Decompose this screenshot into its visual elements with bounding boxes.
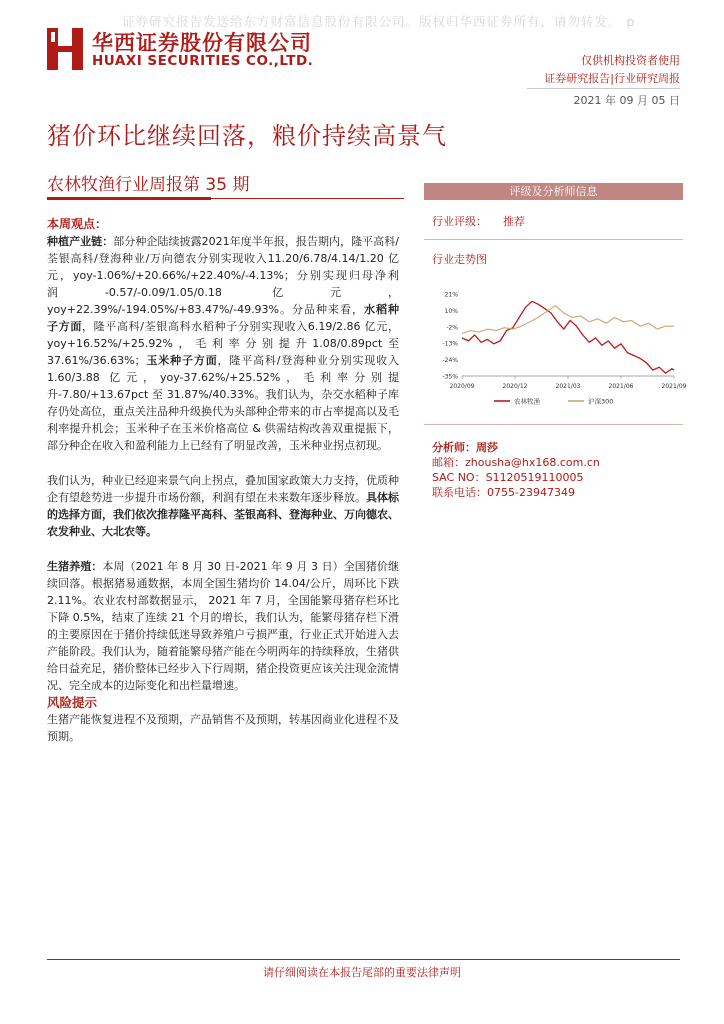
x-tick-label: 2021/09 — [661, 383, 687, 390]
x-tick-label: 2020/12 — [502, 383, 528, 390]
subtitle-rule-thin — [211, 198, 404, 199]
weekly-view-heading: 本周观点： — [47, 217, 108, 231]
legend-label: 沪深300 — [588, 397, 614, 406]
main-content — [47, 216, 399, 745]
company-name-en: HUAXI SECURITIES CO.,LTD. — [92, 53, 314, 69]
x-tick-label: 2020/09 — [449, 383, 475, 390]
report-type: 证券研究报告|行业研究周报 — [544, 72, 680, 85]
analyst-name: 分析师：周莎 — [432, 441, 498, 454]
industry-trend-chart — [424, 280, 687, 420]
rating-sidebar — [424, 183, 683, 267]
y-tick-label: 21% — [444, 291, 458, 299]
y-tick-label: -2% — [446, 324, 458, 332]
industry-rating — [432, 213, 683, 229]
analyst-email: 邮箱：zhousha@hx168.com.cn — [432, 456, 600, 469]
planting-text-e: ，隆平高科/登海种业分别实现收入 1.60/3.88 亿元，yoy-37.62%/+25.52%，毛利率分别提升-7.80/+13.67pct 至 31.87%/40.33%。我们认为，杂交水稻种子库存仍处高位，重点关注品种升级换代为头部种企带来的市占率提高以及毛利率提升机会；玉米种子在玉米价格高位 & 供需结构改善双重提振下，部分种企在收入和盈利能力上已经有了明显改善，玉米种业拐点初现。 — [47, 354, 399, 452]
hog-paragraph — [47, 558, 399, 694]
sidebar-divider — [424, 239, 683, 240]
x-tick-label: 2021/06 — [608, 383, 634, 390]
audience-note: 仅供机构投资者使用 — [581, 54, 680, 67]
sidebar-header: 评级及分析师信息 — [424, 183, 683, 200]
rating-label: 行业评级： — [432, 215, 487, 228]
y-tick-label: -35% — [442, 373, 458, 381]
y-tick-label: -24% — [442, 357, 458, 365]
header-divider — [527, 88, 680, 89]
analyst-sac: SAC NO：S1120519110005 — [432, 471, 584, 484]
report-date: 2021 年 09 月 05 日 — [573, 94, 680, 107]
report-title: 猪价环比继续回落，粮价持续高景气 — [47, 122, 447, 150]
trend-chart-title: 行业走势图 — [432, 253, 487, 266]
series-line-agri — [462, 301, 674, 373]
planting-label: 种植产业链： — [47, 235, 114, 248]
series-line-hs300 — [462, 306, 674, 334]
subtitle-rule — [47, 197, 211, 200]
y-tick-label: 10% — [444, 307, 458, 315]
risk-text: 生猪产能恢复进程不及预期，产品销售不及预期，转基因商业化进程不及预期。 — [47, 713, 399, 743]
footer-disclaimer: 请仔细阅读在本报告尾部的重要法律声明 — [263, 966, 461, 979]
rice-seed-label: 水稻种子方面 — [47, 303, 399, 333]
sidebar-divider-2 — [424, 424, 683, 425]
hog-text: 本周（2021 年 8 月 30 日-2021 年 9 月 3 日）全国猪价继续回落。根据猪易通数据，本周全国生猪均价 14.04/公斤，周环比下跌 2.11%。农业农村部数据显示， 2021 年 7 月，全国能繁母猪存栏环比下降 0.5%，结束了连续 21 个月的增长，我们认为，能繁母猪存栏下滑的主要原因在于猪价持续低迷导致养殖户亏损严重，行业正式开始进入去产能阶段。我们认为，随着能繁母猪产能在今明两年的持续释放，生猪供给日益充足，猪价整体已经步入下行周期，猪企投资更应该关注现金流情况、完全成本的边际变化和出栏量增速。 — [47, 560, 399, 692]
analyst-info — [432, 440, 600, 500]
y-tick-label: -13% — [442, 340, 458, 348]
seed-outlook-text: 我们认为，种业已经迎来景气向上拐点，叠加国家政策大力支持，优质种企有望趁势进一步提升市场份额，利润有望在未来数年逐步释放。 — [47, 474, 399, 504]
report-subtitle: 农林牧渔行业周报第 35 期 — [47, 175, 250, 195]
watermark: 证券研究报告发送给东方财富信息股份有限公司。版权归华西证券所有，请勿转发。 p — [122, 14, 636, 29]
corn-seed-label: 玉米种子方面 — [145, 354, 218, 367]
x-tick-label: 2021/03 — [555, 383, 581, 390]
legend-label: 农林牧渔 — [514, 397, 540, 406]
footer-divider — [47, 959, 680, 960]
company-logo-icon — [47, 28, 83, 70]
seed-outlook-paragraph — [47, 472, 399, 540]
rating-value: 推荐 — [503, 215, 525, 228]
planting-text-a: 部分种企陆续披露2021年度半年报，报告期内，隆平高科/荃银高科/登海种业/万向德农分别实现收入11.20/6.78/4.14/1.20 亿元，yoy-1.06%/+20.66%/+22.40%/-4.13%；分别实现归母净利润-0.57/-0.09/1.05/0.18 亿元，yoy+22.39%/-194.05%/+83.47%/-49.93%。分品种来看， — [47, 235, 400, 316]
planting-paragraph — [47, 233, 399, 454]
stock-recommendations: 具体标的选择方面，我们依次推荐隆平高科、荃银高科、登海种业、万向德农、农发种业、大北农等。 — [47, 491, 399, 538]
planting-text-c: ，隆平高科/荃银高科水稻种子分别实现收入6.19/2.86 亿元，yoy+16.52%/+25.92%，毛利率分别提升1.08/0.89pct至37.61%/36.63%； — [47, 320, 399, 367]
hog-label: 生猪养殖： — [47, 560, 103, 573]
risk-heading: 风险提示 — [47, 695, 98, 710]
analyst-phone: 联系电话：0755-23947349 — [432, 486, 575, 499]
company-name-cn: 华西证券股份有限公司 — [92, 31, 312, 55]
